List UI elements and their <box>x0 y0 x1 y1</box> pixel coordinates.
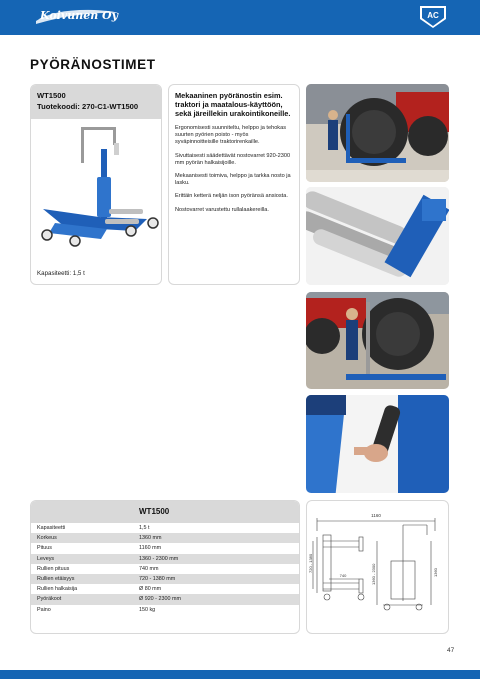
table-row <box>31 584 299 594</box>
spec-value: 1360 - 2300 mm <box>133 554 299 564</box>
description-paragraph: Mekaanisesti toimiva, helppo ja tarkka nosto ja lasku. <box>175 173 291 187</box>
description-paragraph: Ergonomisesti suunniteltu, helppo ja tehokas suurten pyörien poisto - myös syväpinnoitteisille traktorirenkaille. <box>175 125 287 146</box>
spec-label: Pituus <box>37 545 52 552</box>
description-paragraph: Sivuttaisesti säädettävät nostovarret 920-2300 mm pyörän halkaisijoille. <box>175 152 291 166</box>
spec-value: 150 kg <box>139 606 156 613</box>
description-card <box>168 84 300 285</box>
dim-roller-length: 740 <box>339 573 347 578</box>
spec-value: Ø 80 mm <box>139 586 162 593</box>
page-title: PYÖRÄNOSTIMET <box>30 57 156 72</box>
product-model: WT1500 <box>37 91 66 100</box>
technical-drawing-card <box>306 500 449 634</box>
spec-label: Kapasiteetti <box>37 525 66 532</box>
spec-value: 1,5 t <box>139 525 150 532</box>
table-row <box>31 564 299 574</box>
spec-label: Rullien halkaisija <box>37 586 78 593</box>
dim-width: 1360 - 2300 <box>371 563 376 585</box>
page-number: 47 <box>447 647 455 654</box>
specs-table <box>31 523 299 615</box>
spec-value: 1160 mm <box>139 545 162 552</box>
spec-label: Rullien pituus <box>37 565 70 572</box>
spec-value: Ø 920 - 2300 mm <box>133 594 299 604</box>
photo-handle-closeup <box>306 395 449 493</box>
dim-roller-distance: 720 - 1380 <box>308 553 313 573</box>
spec-value: 740 mm <box>139 565 159 572</box>
ac-partner-logo <box>418 5 448 29</box>
product-header <box>31 85 161 119</box>
dim-length: 1160 <box>371 513 381 518</box>
table-row <box>31 554 299 564</box>
spec-value: 1360 mm <box>133 533 299 543</box>
spec-label: Leveys <box>31 554 133 564</box>
table-row <box>31 523 299 533</box>
photo-roller-detail <box>306 187 449 285</box>
dim-height: 1360 <box>433 568 438 577</box>
table-row <box>31 605 299 615</box>
capacity-text: Kapasiteetti: 1,5 t <box>37 270 85 277</box>
product-card <box>30 84 162 285</box>
wheel-lift-product-image <box>35 123 159 247</box>
specs-title: WT1500 <box>139 507 170 516</box>
description-title: Mekaaninen pyöränostin esim. traktori ja maatalous-käyttöön, sekä järeillekin urakointikoneille. <box>175 91 291 118</box>
description-paragraph: Nostovarret varustettu rullalaakereilla. <box>175 206 269 213</box>
table-row <box>31 594 299 604</box>
technical-drawing <box>307 501 448 633</box>
photo-tractor-wheel-lift <box>306 84 449 182</box>
photo-worker-lifting-wheel <box>306 292 449 389</box>
ac-logo-text: AC <box>427 11 439 20</box>
spec-label: Paino <box>37 606 51 613</box>
spec-label: Korkeus <box>31 533 133 543</box>
table-row <box>31 543 299 553</box>
specs-header <box>31 501 299 523</box>
specs-card <box>30 500 300 634</box>
table-row <box>31 533 299 543</box>
spec-label: Pyöräkoot <box>31 594 133 604</box>
top-bar <box>0 0 480 35</box>
spec-value: 720 - 1380 mm <box>133 574 299 584</box>
spec-label: Rullien etäisyys <box>31 574 133 584</box>
product-code: Tuotekoodi: 270-C1-WT1500 <box>37 102 139 111</box>
bottom-bar <box>0 670 480 679</box>
brand-logo: Koivunen Oy <box>40 9 119 22</box>
description-paragraph: Erittäin ketterä neljän ison pyöränsä ansiosta. <box>175 193 288 200</box>
table-row <box>31 574 299 584</box>
